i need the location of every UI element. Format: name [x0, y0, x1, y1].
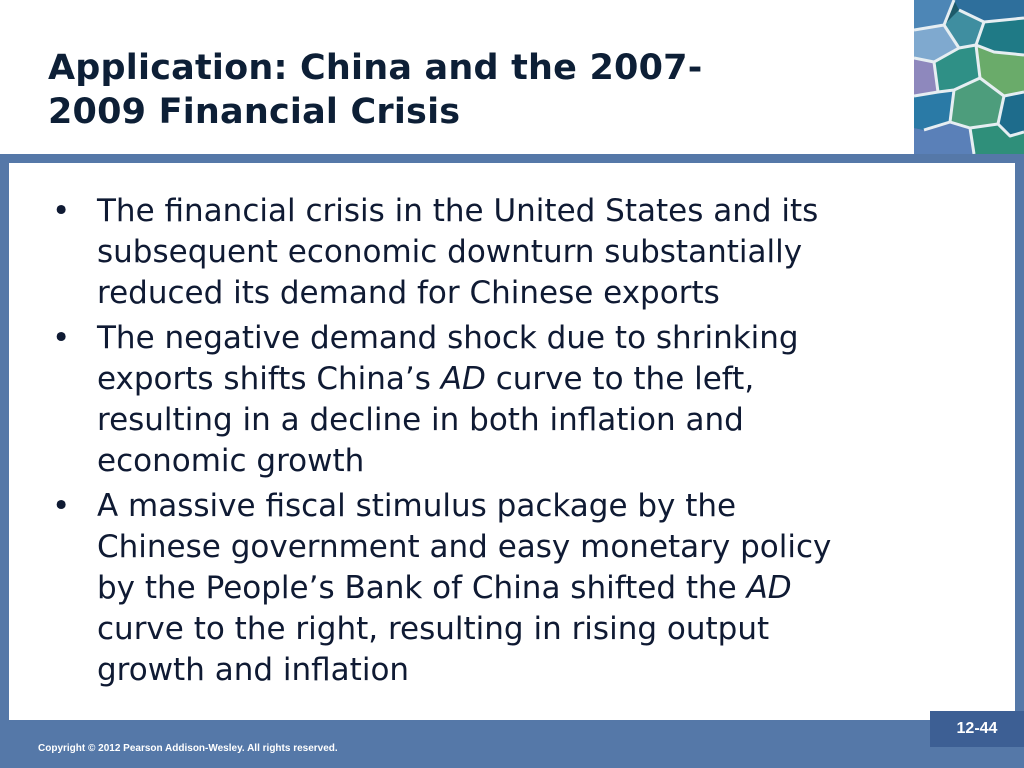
bullet-marker: • — [52, 193, 71, 229]
bullet-line — [97, 609, 995, 650]
bullet-line — [97, 400, 995, 441]
ad-term: AD — [440, 361, 486, 397]
bullet-list — [9, 191, 1015, 695]
line-text: A massive fiscal stimulus package by the — [97, 488, 737, 524]
line-text: subsequent economic downturn substantially — [97, 234, 803, 270]
bullet-marker: • — [52, 320, 71, 356]
title-line-1: Application: China and the 2007- — [48, 48, 703, 88]
line-text: resulting in a decline in both inflation and — [97, 402, 744, 438]
bullet-line — [97, 273, 995, 314]
bullet-line — [97, 486, 995, 527]
line-text: by the People’s Bank of China shifted the — [97, 570, 747, 606]
line-text: exports shifts China’s — [97, 361, 441, 397]
copyright-text: Copyright © 2012 Pearson Addison-Wesley. All rights reserved. — [38, 743, 338, 754]
content-area — [9, 163, 1015, 720]
title-line-2: 2009 Financial Crisis — [48, 92, 461, 132]
line-text: Chinese government and easy monetary policy — [97, 529, 832, 565]
footer-bar — [0, 734, 1024, 768]
bullet-line — [97, 359, 995, 400]
bullet-line — [97, 441, 995, 482]
bullet-item — [9, 191, 1015, 314]
bullet-line — [97, 191, 995, 232]
bullet-item — [9, 318, 1015, 482]
line-text: The financial crisis in the United States and its — [97, 193, 819, 229]
page-number-badge: 12-44 — [930, 711, 1024, 747]
line-text: The negative demand shock due to shrinking — [97, 320, 799, 356]
content-frame — [0, 154, 1024, 734]
bullet-line — [97, 527, 995, 568]
line-text: growth and inflation — [97, 652, 410, 688]
bullet-line — [97, 650, 995, 691]
line-text: economic growth — [97, 443, 365, 479]
line-text: reduced its demand for Chinese exports — [97, 275, 720, 311]
ad-term: AD — [746, 570, 792, 606]
line-text: curve to the right, resulting in rising output — [97, 611, 770, 647]
line-text-after: curve to the left, — [485, 361, 755, 397]
bullet-marker: • — [52, 488, 71, 524]
mosaic-graphic — [914, 0, 1024, 154]
decorative-mosaic-image — [914, 0, 1024, 154]
bullet-line — [97, 318, 995, 359]
bullet-line — [97, 568, 995, 609]
bullet-line — [97, 232, 995, 273]
bullet-item — [9, 486, 1015, 691]
slide-title — [48, 46, 908, 134]
